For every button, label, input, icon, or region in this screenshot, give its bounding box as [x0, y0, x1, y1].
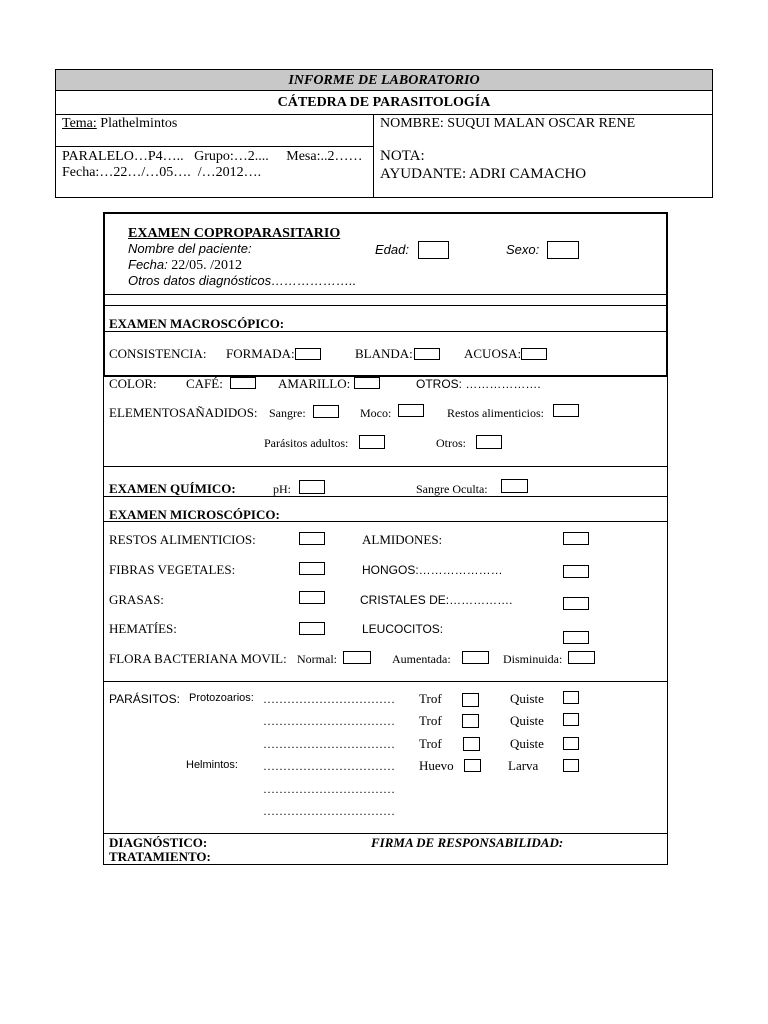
- moco-label: Moco:: [360, 406, 392, 420]
- firma-label: FIRMA DE RESPONSABILIDAD:: [371, 835, 564, 850]
- acuosa-box[interactable]: [521, 348, 547, 360]
- restos-macro-box[interactable]: [553, 404, 579, 417]
- cafe-box[interactable]: [230, 377, 256, 389]
- blanda-label: BLANDA:: [355, 346, 413, 361]
- diagnostico-label: DIAGNÓSTICO:: [109, 835, 208, 850]
- dots-line: ……………………………: [263, 692, 395, 706]
- trof-label: Trof: [419, 736, 442, 751]
- otros-color-label: OTROS: ……………….: [416, 377, 541, 391]
- moco-box[interactable]: [398, 404, 424, 417]
- blanda-box[interactable]: [414, 348, 440, 360]
- almidones-box[interactable]: [563, 532, 589, 545]
- parasitos-adultos-box[interactable]: [359, 435, 385, 449]
- quiste-label: Quiste: [510, 713, 544, 728]
- amarillo-label: AMARILLO:: [278, 376, 351, 391]
- tema-field: [62, 116, 177, 132]
- aumentada-box[interactable]: [462, 651, 489, 664]
- color-label: COLOR:: [109, 376, 157, 391]
- sexo-box[interactable]: [547, 241, 579, 259]
- quiste-box-3[interactable]: [563, 737, 579, 750]
- dots-line: ……………………………: [263, 737, 395, 751]
- edad-box[interactable]: [418, 241, 449, 259]
- parasitos-label: PARÁSITOS:: [109, 692, 180, 706]
- flora-label: FLORA BACTERIANA MOVIL:: [109, 651, 287, 666]
- student-name: NOMBRE: SUQUI MALAN OSCAR RENE: [380, 116, 636, 131]
- nota-label: NOTA:: [380, 148, 425, 164]
- hongos-box[interactable]: [563, 565, 589, 578]
- ph-box[interactable]: [299, 480, 325, 494]
- cafe-label: CAFÉ:: [186, 376, 223, 391]
- aumentada-label: Aumentada:: [392, 652, 451, 666]
- tema-value: Plathelmintos: [96, 116, 178, 131]
- amarillo-box[interactable]: [354, 377, 380, 389]
- restos-macro-label: Restos alimenticios:: [447, 406, 544, 420]
- parasitos-adultos-label: Parásitos adultos:: [264, 436, 349, 450]
- huevo-label: Huevo: [419, 758, 454, 773]
- exam-fecha: [128, 257, 242, 274]
- fecha-line: Fecha:…22…/…05…. /…2012….: [62, 165, 262, 180]
- huevo-box[interactable]: [464, 759, 481, 772]
- dots-line: ……………………………: [263, 714, 395, 728]
- dots-line: ……………………………: [263, 782, 395, 796]
- cristales-box[interactable]: [563, 597, 589, 610]
- quimico-heading: EXAMEN QUÍMICO:: [109, 481, 236, 496]
- sexo-label: Sexo:: [506, 242, 540, 257]
- fibras-box[interactable]: [299, 562, 325, 575]
- sangre-oculta-label: Sangre Oculta:: [416, 482, 488, 496]
- otros-macro-box[interactable]: [476, 435, 502, 449]
- dots-line: ……………………………: [263, 804, 395, 818]
- otros-macro-label: Otros:: [436, 436, 466, 450]
- quiste-box-1[interactable]: [563, 691, 579, 704]
- macro-heading: EXAMEN MACROSCÓPICO:: [109, 316, 285, 331]
- micro-heading: EXAMEN MICROSCÓPICO:: [109, 507, 280, 522]
- hematies-label: HEMATÍES:: [109, 621, 177, 636]
- tratamiento-label: TRATAMIENTO:: [109, 849, 211, 864]
- sangre-oculta-box[interactable]: [501, 479, 528, 493]
- restos-micro-label: RESTOS ALIMENTICIOS:: [109, 532, 256, 547]
- ph-label: pH:: [273, 482, 291, 496]
- formada-box[interactable]: [295, 348, 321, 360]
- trof-label: Trof: [419, 713, 442, 728]
- quiste-label: Quiste: [510, 736, 544, 751]
- helmintos-label: Helmintos:: [186, 759, 238, 771]
- exam-fecha-value: 22/05. /2012: [167, 258, 243, 273]
- leucocitos-label: LEUCOCITOS:: [362, 622, 444, 636]
- ayudante-label: AYUDANTE: ADRI CAMACHO: [380, 166, 587, 182]
- cristales-label: CRISTALES DE:…………….: [360, 593, 513, 607]
- consistencia-label: CONSISTENCIA:: [109, 346, 207, 361]
- dots-line: ……………………………: [263, 759, 395, 773]
- quiste-label: Quiste: [510, 691, 544, 706]
- trof-label: Trof: [419, 691, 442, 706]
- restos-micro-box[interactable]: [299, 532, 325, 545]
- disminuida-label: Disminuida:: [503, 652, 563, 666]
- leucocitos-box[interactable]: [563, 631, 589, 644]
- catedra-title: CÁTEDRA DE PARASITOLOGÍA: [277, 95, 491, 110]
- report-title: INFORME DE LABORATORIO: [288, 73, 480, 88]
- hematies-box[interactable]: [299, 622, 325, 635]
- paralelo-line: PARALELO…P4….. Grupo:…2.... Mesa:..2……: [62, 149, 363, 164]
- trof-box-1[interactable]: [462, 693, 479, 707]
- larva-box[interactable]: [563, 759, 579, 772]
- acuosa-label: ACUOSA:: [464, 346, 522, 361]
- grasas-label: GRASAS:: [109, 592, 164, 607]
- sangre-label: Sangre:: [269, 406, 306, 420]
- normal-box[interactable]: [343, 651, 371, 664]
- normal-label: Normal:: [297, 652, 337, 666]
- trof-box-3[interactable]: [463, 737, 480, 751]
- grasas-box[interactable]: [299, 591, 325, 604]
- elementos-label: ELEMENTOSAÑADIDOS:: [109, 405, 258, 420]
- formada-label: FORMADA:: [226, 346, 295, 361]
- sangre-box[interactable]: [313, 405, 339, 418]
- trof-box-2[interactable]: [462, 714, 479, 728]
- exam-fecha-label: Fecha:: [128, 257, 168, 272]
- exam-title: EXAMEN COPROPARASITARIO: [128, 226, 341, 241]
- hongos-label: HONGOS:…………………: [362, 563, 503, 577]
- larva-label: Larva: [508, 758, 539, 773]
- protozoarios-label: Protozoarios:: [189, 692, 254, 704]
- patient-name-label: Nombre del paciente:: [128, 241, 252, 256]
- tema-label: Tema:: [62, 116, 97, 131]
- fibras-label: FIBRAS VEGETALES:: [109, 562, 236, 577]
- edad-label: Edad:: [375, 242, 409, 257]
- almidones-label: ALMIDONES:: [362, 532, 443, 547]
- quiste-box-2[interactable]: [563, 713, 579, 726]
- disminuida-box[interactable]: [568, 651, 595, 664]
- otros-datos-label: Otros datos diagnósticos………………..: [128, 273, 357, 288]
